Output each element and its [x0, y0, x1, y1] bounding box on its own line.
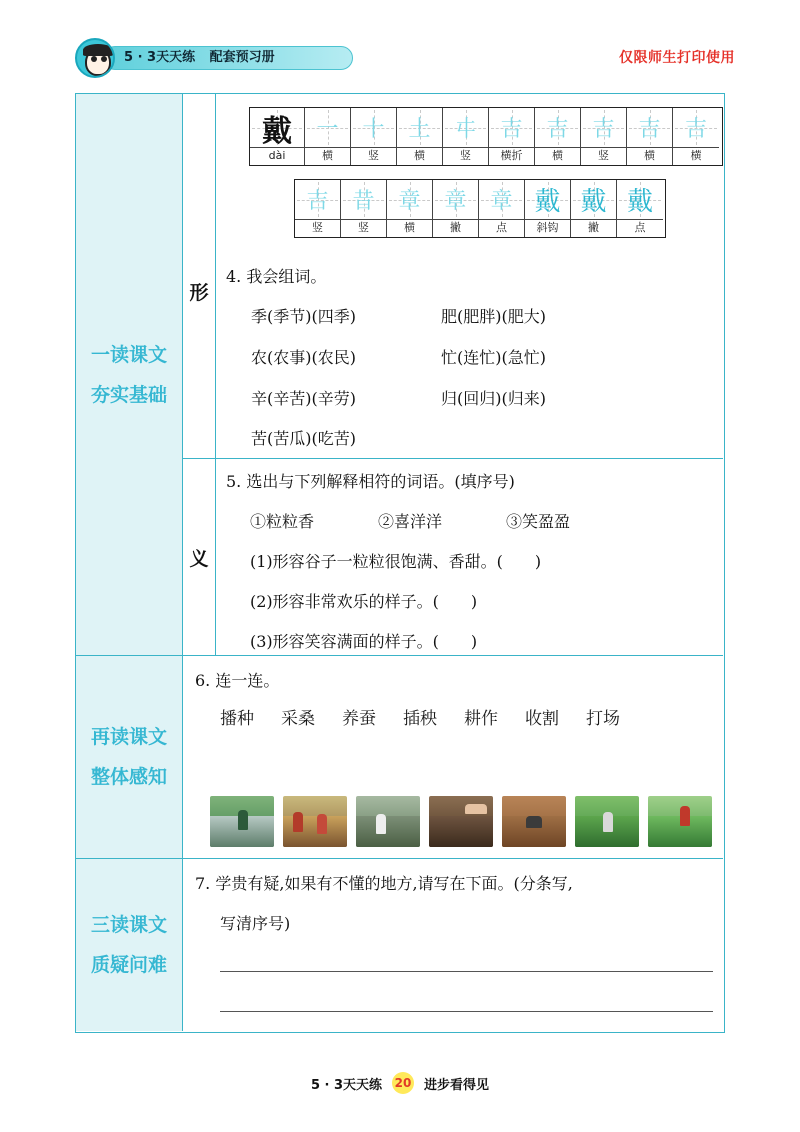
harvest-photo[interactable] [283, 796, 347, 847]
footer-slogan: 进步看得见 [424, 1077, 490, 1093]
stroke-cell: 吉 横 [627, 108, 673, 165]
stroke-cell: 吉 横 [535, 108, 581, 165]
worksheet-table [75, 93, 725, 1033]
definition-item: (2)形容非常欢乐的样子。( ) [250, 592, 478, 611]
mascot-icon [75, 38, 115, 78]
definition-item: (3)形容笑容满面的样子。( ) [250, 632, 478, 651]
character-cell [250, 108, 305, 165]
stroke-cell: 戴 点 [617, 180, 663, 237]
word-item[interactable]: 采桑 [281, 709, 315, 729]
section-label-one [76, 94, 183, 655]
picking-leaves-photo[interactable] [648, 796, 712, 847]
word-item[interactable]: 打场 [586, 709, 620, 729]
footer-series: 5 · 3天天练 [310, 1077, 383, 1093]
page-footer [0, 1072, 800, 1094]
stroke-cell: 十 竖 [351, 108, 397, 165]
print-notice: 仅限师生打印使用 [619, 50, 735, 66]
stroke-order-grid-1 [249, 107, 723, 166]
stroke-cell: 吉 横折 [489, 108, 535, 165]
word-group-answer: 归(回归)(归来) [441, 389, 546, 408]
word-group-answer: 农(农事)(农民) [251, 348, 356, 367]
farming-word-list [220, 704, 647, 729]
section-read-three [76, 859, 723, 1031]
section-read-one [76, 94, 723, 656]
question-5-prompt: 5. 选出与下列解释相符的词语。(填序号) [226, 472, 515, 491]
word-item[interactable]: 养蚕 [342, 709, 376, 729]
word-item[interactable]: 耕作 [464, 709, 498, 729]
sowing-hand-photo[interactable] [429, 796, 493, 847]
book-title: 配套预习册 [209, 50, 275, 65]
stroke-cell: 章 点 [479, 180, 525, 237]
option-3: ③笑盈盈 [506, 512, 571, 531]
definition-item: (1)形容谷子一粒粒很饱满、香甜。( ) [250, 552, 542, 571]
question-7-prompt-line1: 7. 学贵有疑,如果有不懂的地方,请写在下面。(分条写, [195, 874, 573, 893]
word-group-answer: 季(季节)(四季) [251, 307, 356, 326]
series-title: 5 · 3天天练 [124, 50, 196, 65]
answer-line[interactable] [220, 1011, 713, 1012]
match-content [183, 656, 723, 859]
word-group-answer: 辛(辛苦)(辛劳) [251, 389, 356, 408]
word-item[interactable]: 收割 [525, 709, 559, 729]
stroke-order-grid-2 [294, 179, 666, 238]
word-item[interactable]: 播种 [220, 709, 254, 729]
section-label-two [76, 656, 183, 858]
rice-planting-photo[interactable] [210, 796, 274, 847]
section-label-line1: 三读课文 [90, 914, 167, 936]
word-item[interactable]: 插秧 [403, 709, 437, 729]
section-label-line2: 质疑问难 [90, 954, 167, 976]
section-label-three [76, 859, 183, 1031]
page-number: 20 [392, 1072, 414, 1094]
option-1: ①粒粒香 [250, 512, 315, 531]
stroke-cell: 一 横 [305, 108, 351, 165]
word-group-answer: 肥(肥胖)(肥大) [441, 307, 546, 326]
question-4-prompt: 4. 我会组词。 [226, 267, 327, 286]
farming-picture-list [210, 796, 721, 847]
meaning-label: 义 [183, 459, 216, 656]
stroke-cell: 章 撇 [433, 180, 479, 237]
pinyin: dài [268, 149, 286, 162]
stroke-cell: 吉 竖 [295, 180, 341, 237]
stroke-cell: 吉 横 [673, 108, 719, 165]
answer-line[interactable] [220, 971, 713, 972]
question-7-prompt-line2: 写清序号) [220, 914, 291, 933]
meaning-content [216, 459, 723, 656]
shape-label: 形 [183, 94, 216, 459]
section-label-line2: 整体感知 [90, 766, 167, 788]
threshing-photo[interactable] [356, 796, 420, 847]
shape-content [216, 94, 723, 459]
stroke-cell: 章 横 [387, 180, 433, 237]
series-banner [103, 46, 353, 70]
target-character: 戴 [262, 113, 292, 149]
crop-field-photo[interactable] [575, 796, 639, 847]
page-header [75, 38, 735, 78]
stroke-cell: 戴 斜钩 [525, 180, 571, 237]
section-label-line2: 夯实基础 [90, 383, 167, 406]
section-read-two [76, 656, 723, 859]
word-group-answer: 苦(苦瓜)(吃苦) [251, 429, 356, 448]
section-label-line1: 再读课文 [90, 726, 167, 748]
tractor-field-photo[interactable] [502, 796, 566, 847]
question-content [183, 859, 723, 1031]
option-2: ②喜洋洋 [378, 512, 443, 531]
stroke-cell: 吉 竖 [581, 108, 627, 165]
word-group-answer: 忙(连忙)(急忙) [441, 348, 546, 367]
section-label-line1: 一读课文 [90, 343, 167, 366]
stroke-cell: 土 横 [397, 108, 443, 165]
question-6-prompt: 6. 连一连。 [195, 671, 280, 690]
stroke-cell: 㐄 竖 [443, 108, 489, 165]
stroke-cell: 昔 竖 [341, 180, 387, 237]
stroke-cell: 戴 撇 [571, 180, 617, 237]
